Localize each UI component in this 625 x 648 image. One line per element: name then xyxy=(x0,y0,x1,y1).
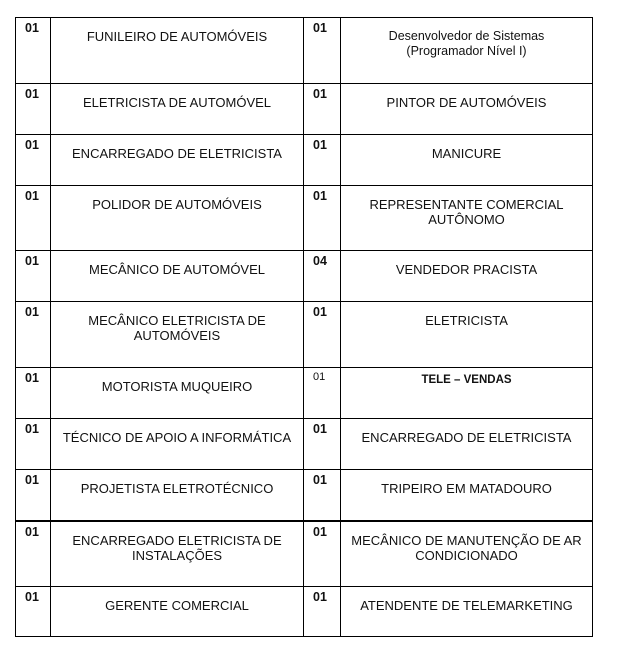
job-title-cell xyxy=(341,251,593,302)
job-title: PROJETISTA ELETROTÉCNICO xyxy=(80,481,274,496)
job-title-cell xyxy=(51,302,304,368)
job-title: ENCARREGADO ELETRICISTA DE INSTALAÇÕES xyxy=(72,532,282,563)
job-title-cell xyxy=(51,470,304,521)
job-title: MANICURE xyxy=(431,146,502,161)
job-title-cell xyxy=(341,419,593,470)
quantity-cell: 01 xyxy=(16,18,51,84)
table-row xyxy=(16,302,593,368)
job-title: PINTOR DE AUTOMÓVEIS xyxy=(386,95,547,110)
job-title-cell xyxy=(341,18,593,84)
table-row xyxy=(16,470,593,521)
table-row xyxy=(16,521,593,587)
job-title-cell xyxy=(341,135,593,186)
quantity-cell: 01 xyxy=(304,186,341,251)
quantity-cell: 01 xyxy=(304,18,341,84)
job-title: MECÂNICO DE AUTOMÓVEL xyxy=(88,262,265,277)
job-title-cell xyxy=(341,587,593,637)
job-title-cell xyxy=(51,18,304,84)
job-title: Desenvolvedor de Sistemas (Programador Nível I) xyxy=(388,29,545,58)
job-title-cell xyxy=(51,186,304,251)
job-title: ENCARREGADO DE ELETRICISTA xyxy=(72,146,282,161)
quantity-cell: 01 xyxy=(16,302,51,368)
job-vacancy-table xyxy=(15,17,593,637)
quantity-cell: 01 xyxy=(304,368,341,419)
job-title-cell xyxy=(51,84,304,135)
job-title-cell xyxy=(341,470,593,521)
job-title: TRIPEIRO EM MATADOURO xyxy=(381,481,552,496)
table-row xyxy=(16,587,593,637)
table-row xyxy=(16,135,593,186)
quantity-cell: 01 xyxy=(16,587,51,637)
job-title: ELETRICISTA xyxy=(425,313,508,328)
job-title: TÉCNICO DE APOIO A INFORMÁTICA xyxy=(62,430,292,445)
job-title-cell xyxy=(51,419,304,470)
quantity-cell: 01 xyxy=(304,302,341,368)
quantity-cell: 01 xyxy=(16,84,51,135)
table-row xyxy=(16,186,593,251)
quantity-cell: 01 xyxy=(304,587,341,637)
table-row xyxy=(16,419,593,470)
job-title: FUNILEIRO DE AUTOMÓVEIS xyxy=(86,29,268,44)
quantity-cell: 01 xyxy=(304,84,341,135)
quantity-cell: 01 xyxy=(16,135,51,186)
job-title-cell xyxy=(51,135,304,186)
job-title-cell xyxy=(51,587,304,637)
job-title: POLIDOR DE AUTOMÓVEIS xyxy=(92,197,262,212)
job-title: ATENDENTE DE TELEMARKETING xyxy=(360,598,573,613)
job-title-cell xyxy=(51,521,304,587)
table-row xyxy=(16,251,593,302)
job-title-cell xyxy=(341,186,593,251)
job-title: MECÂNICO ELETRICISTA DE AUTOMÓVEIS xyxy=(88,313,266,343)
job-title-cell xyxy=(341,521,593,587)
job-title: REPRESENTANTE COMERCIAL AUTÔNOMO xyxy=(369,197,564,227)
quantity-cell: 01 xyxy=(16,186,51,251)
job-title: TELE – VENDAS xyxy=(421,374,512,386)
quantity-cell: 01 xyxy=(16,470,51,521)
job-title: MOTORISTA MUQUEIRO xyxy=(101,379,253,394)
job-title: VENDEDOR PRACISTA xyxy=(395,262,538,277)
job-title-cell xyxy=(51,251,304,302)
table-row xyxy=(16,84,593,135)
quantity-cell: 01 xyxy=(304,470,341,521)
job-title: GERENTE COMERCIAL xyxy=(105,598,249,613)
quantity-cell: 01 xyxy=(304,419,341,470)
quantity-cell: 04 xyxy=(304,251,341,302)
quantity-cell: 01 xyxy=(16,521,51,587)
quantity-cell: 01 xyxy=(16,419,51,470)
job-title-cell xyxy=(341,302,593,368)
job-title-cell xyxy=(341,84,593,135)
quantity-cell: 01 xyxy=(16,251,51,302)
job-title-cell xyxy=(341,368,593,419)
job-title: ELETRICISTA DE AUTOMÓVEL xyxy=(82,95,272,110)
job-title: ENCARREGADO DE ELETRICISTA xyxy=(361,430,572,445)
quantity-cell: 01 xyxy=(16,368,51,419)
table-row xyxy=(16,18,593,84)
quantity-cell: 01 xyxy=(304,521,341,587)
job-title: MECÂNICO DE MANUTENÇÃO DE AR CONDICIONADO xyxy=(351,532,582,563)
job-title-cell xyxy=(51,368,304,419)
table-row xyxy=(16,368,593,419)
quantity-cell: 01 xyxy=(304,135,341,186)
